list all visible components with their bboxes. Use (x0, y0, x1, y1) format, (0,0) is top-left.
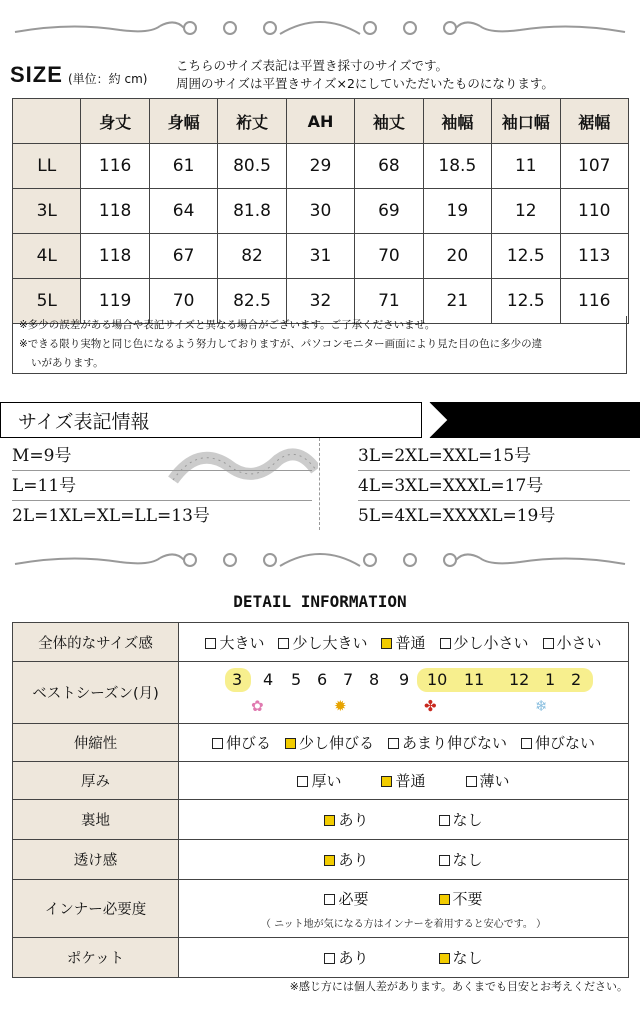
footnote-color: ※できる限り実物と同じ色になるよう努力しておりますが、パソコンモニター画面により見た目の色に多少の違 (19, 338, 543, 350)
size-title: SIZE (10, 62, 63, 87)
checkbox-icon (324, 894, 335, 905)
fit-option (381, 632, 425, 653)
size-header-cell: 身幅 (149, 99, 217, 144)
pocket-option (439, 947, 483, 968)
size-cell: 69 (355, 189, 423, 234)
size-row-label: 5L (13, 279, 81, 324)
fit-option (543, 632, 602, 653)
sheer-options (179, 849, 628, 870)
size-info-text: M=9号 (12, 446, 72, 466)
size-cell: 116 (560, 279, 629, 324)
size-cell: 71 (355, 279, 423, 324)
checkbox-checked-icon (439, 894, 450, 905)
stretch-option (285, 732, 374, 753)
size-header-cell: 身丈 (81, 99, 149, 144)
detail-row-thickness (13, 762, 629, 800)
size-cell: 20 (423, 234, 491, 279)
checkbox-icon (297, 776, 308, 787)
size-cell: 107 (560, 144, 629, 189)
size-row-label: 3L (13, 189, 81, 234)
size-header-cell: 裾幅 (560, 99, 629, 144)
size-info-text: 2L=1XL=XL=LL=13号 (12, 506, 210, 526)
detail-label: 裏地 (13, 800, 179, 840)
checkbox-checked-icon (324, 815, 335, 826)
size-note-line2: 周囲のサイズは平置きサイズ×2にしていただいたものになります。 (176, 76, 554, 91)
detail-row-sheer (13, 840, 629, 880)
size-info-right-3 (358, 502, 630, 530)
size-cell: 118 (81, 189, 149, 234)
footnote-color-cont: いがあります。 (31, 357, 104, 369)
thickness-option (297, 770, 341, 791)
detail-row-lining (13, 800, 629, 840)
thickness-options (179, 770, 628, 791)
checkbox-checked-icon (381, 776, 392, 787)
month-label: 2 (571, 669, 582, 689)
detail-row-season (13, 662, 629, 724)
detail-title: DETAIL INFORMATION (233, 592, 407, 611)
sheer-option (439, 849, 483, 870)
size-cell: 21 (423, 279, 491, 324)
size-unit: (単位：約 cm) (68, 72, 148, 86)
option-label: なし (452, 851, 483, 869)
fit-option (205, 632, 264, 653)
month-label: 10 (427, 669, 448, 689)
size-header-cell: 袖丈 (355, 99, 423, 144)
footnote-error: ※多少の誤差がある場合や表記サイズと異なる場合がございます。ご了承くださいませ。 (19, 319, 436, 331)
detail-label: ポケット (13, 938, 179, 978)
option-label: あまり伸びない (402, 734, 508, 752)
size-footnotes (12, 316, 627, 374)
checkbox-icon (466, 776, 477, 787)
ornament-divider-middle (10, 546, 630, 576)
bottom-note: ※感じ方には個人差があります。あくまでも目安とお考えください。 (289, 980, 628, 993)
detail-row-stretch (13, 724, 629, 762)
table-row (13, 234, 629, 279)
checkbox-checked-icon (324, 855, 335, 866)
size-table-header-row (13, 99, 629, 144)
size-note-line1: こちらのサイズ表記は平置き採寸のサイズです。 (176, 58, 449, 73)
size-header-cell: 袖口幅 (492, 99, 560, 144)
fit-option (440, 632, 529, 653)
checkbox-icon (439, 815, 450, 826)
size-info-right-1 (358, 442, 630, 471)
size-cell: 32 (286, 279, 354, 324)
size-cell: 110 (560, 189, 629, 234)
month-label: 1 (545, 669, 556, 689)
pocket-options (179, 947, 628, 968)
inner-options (179, 888, 628, 909)
option-label: 少し大きい (292, 633, 368, 652)
winter-snowflake-icon: ❄ (535, 696, 548, 715)
checkbox-icon (439, 855, 450, 866)
size-info-text: 4L=3XL=XXXL=17号 (358, 476, 544, 496)
inner-note: （ ニット地が気になる方はインナーを着用すると安心です。 ） (260, 918, 547, 930)
checkbox-checked-icon (439, 953, 450, 964)
checkbox-icon (521, 738, 532, 749)
fit-option (278, 632, 367, 653)
size-cell: 70 (355, 234, 423, 279)
detail-table (12, 622, 629, 978)
spring-flower-icon: ✿ (251, 696, 264, 715)
checkbox-checked-icon (285, 738, 296, 749)
detail-label: 伸縮性 (13, 724, 179, 762)
month-label: 7 (343, 669, 354, 689)
option-label: あり (338, 851, 369, 869)
detail-row-fit (13, 623, 629, 662)
checkbox-icon (205, 638, 216, 649)
table-row (13, 144, 629, 189)
size-cell: 12.5 (492, 234, 560, 279)
summer-sunflower-icon: ✹ (334, 696, 347, 715)
size-table (12, 98, 629, 324)
stretch-option (388, 732, 507, 753)
option-label: 少し小さい (453, 633, 529, 652)
sheer-option (324, 849, 368, 870)
month-label: 9 (399, 669, 410, 689)
option-label: 不要 (452, 889, 483, 908)
size-header-cell: 裄丈 (218, 99, 286, 144)
autumn-leaf-icon: ✤ (424, 696, 437, 715)
option-label: 普通 (395, 633, 426, 652)
lining-options (179, 809, 628, 830)
option-label: なし (452, 811, 483, 829)
size-info-title: サイズ表記情報 (18, 411, 150, 433)
fit-options (179, 632, 628, 653)
size-info-left-2 (12, 472, 312, 501)
stretch-option (521, 732, 595, 753)
size-cell: 61 (149, 144, 217, 189)
inner-option (439, 888, 483, 909)
checkbox-icon (440, 638, 451, 649)
checkbox-icon (388, 738, 399, 749)
option-label: 普通 (395, 772, 426, 790)
size-info-text: L=11号 (12, 476, 77, 496)
detail-label: 全体的なサイズ感 (13, 623, 179, 662)
thickness-option (466, 770, 510, 791)
size-cell: 81.8 (218, 189, 286, 234)
month-label: 3 (232, 669, 243, 689)
pocket-option (324, 947, 368, 968)
size-cell: 19 (423, 189, 491, 234)
stretch-option (212, 732, 271, 753)
stretch-options (179, 732, 628, 753)
size-info-divider (319, 438, 320, 530)
size-cell: 116 (81, 144, 149, 189)
size-cell: 119 (81, 279, 149, 324)
detail-label: インナー必要度 (13, 880, 179, 938)
month-label: 8 (369, 669, 380, 689)
size-cell: 82.5 (218, 279, 286, 324)
option-label: 伸びる (225, 734, 271, 752)
option-label: 必要 (338, 889, 369, 908)
checkbox-icon (543, 638, 554, 649)
option-label: 少し伸びる (298, 734, 374, 752)
size-cell: 29 (286, 144, 354, 189)
option-label: なし (452, 949, 483, 967)
option-label: 厚い (311, 772, 342, 790)
size-info-left-3 (12, 502, 312, 530)
month-label: 5 (291, 669, 302, 689)
option-label: あり (338, 811, 369, 829)
month-label: 11 (464, 669, 485, 689)
option-label: 伸びない (535, 734, 596, 752)
size-info-left-1 (12, 442, 312, 471)
checkbox-icon (324, 953, 335, 964)
checkbox-icon (212, 738, 223, 749)
month-label: 6 (317, 669, 328, 689)
lining-option (324, 809, 368, 830)
size-cell: 67 (149, 234, 217, 279)
option-label: 大きい (219, 633, 265, 652)
option-label: 小さい (556, 633, 602, 652)
size-cell: 118 (81, 234, 149, 279)
size-cell: 11 (492, 144, 560, 189)
size-cell: 68 (355, 144, 423, 189)
month-label: 4 (263, 669, 274, 689)
size-info-text: 3L=2XL=XXL=15号 (358, 446, 532, 466)
size-cell: 18.5 (423, 144, 491, 189)
checkbox-icon (278, 638, 289, 649)
size-cell: 12 (492, 189, 560, 234)
size-header-cell (13, 99, 81, 144)
size-row-label: 4L (13, 234, 81, 279)
checkbox-checked-icon (381, 638, 392, 649)
size-cell: 30 (286, 189, 354, 234)
size-row-label: LL (13, 144, 81, 189)
inner-option (324, 888, 368, 909)
size-header-cell: 袖幅 (423, 99, 491, 144)
size-cell: 70 (149, 279, 217, 324)
option-label: 薄い (479, 772, 510, 790)
size-info-right-2 (358, 472, 630, 501)
size-cell: 113 (560, 234, 629, 279)
detail-row-inner (13, 880, 629, 938)
season-months (179, 664, 628, 722)
size-info-text: 5L=4XL=XXXXL=19号 (358, 506, 556, 526)
option-label: あり (338, 949, 369, 967)
detail-row-pocket (13, 938, 629, 978)
lining-option (439, 809, 483, 830)
detail-label: 厚み (13, 762, 179, 800)
size-header-cell: AH (286, 99, 354, 144)
detail-label: ベストシーズン(月) (13, 662, 179, 724)
table-row (13, 189, 629, 234)
size-cell: 64 (149, 189, 217, 234)
ornament-divider-top (10, 14, 630, 44)
size-cell: 12.5 (492, 279, 560, 324)
thickness-option (381, 770, 425, 791)
month-label: 12 (509, 669, 530, 689)
size-cell: 31 (286, 234, 354, 279)
size-cell: 82 (218, 234, 286, 279)
size-cell: 80.5 (218, 144, 286, 189)
detail-label: 透け感 (13, 840, 179, 880)
